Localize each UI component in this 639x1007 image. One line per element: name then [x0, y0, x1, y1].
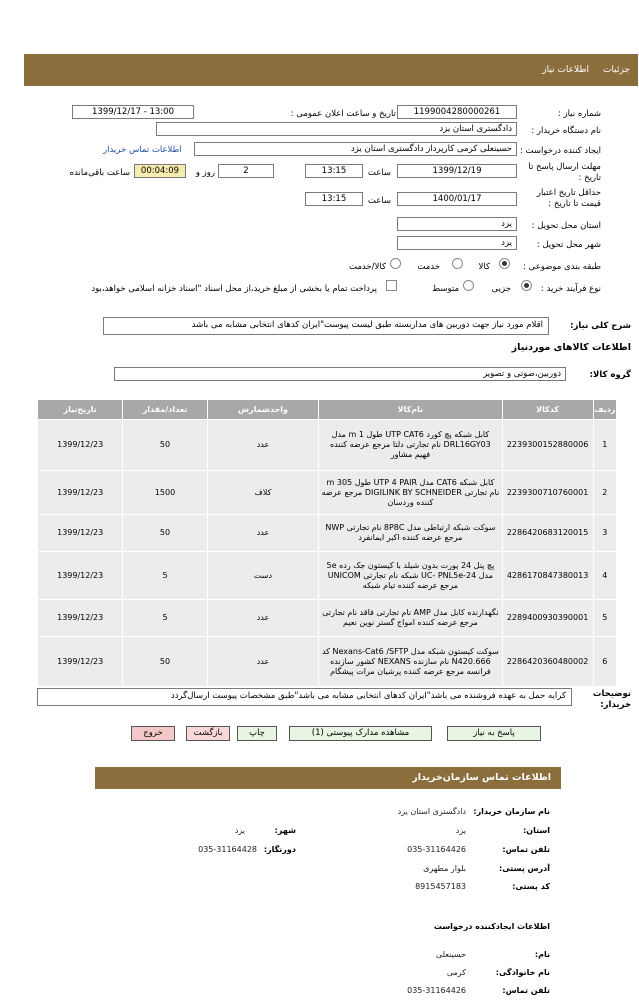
cell-name: سوکت کیستون شبکه مدل Nexans-Cat6 /SFTP کد N420.666 نام سازنده NEXANS کشور سازنده فرانسه مرجع عرضه کننده پرشیان مرات پیشگام [319, 637, 502, 687]
cell-code: 2289400930390001 [502, 600, 593, 637]
goods-group-field: دوربین،صوتی و تصویر [114, 367, 566, 381]
exit-button[interactable]: خروج [131, 726, 175, 741]
items-table [37, 399, 617, 687]
category-goods-service-label: کالا/خدمت [349, 262, 386, 272]
creator-phone-label: تلفن تماس: [502, 986, 550, 995]
table-row [38, 515, 617, 552]
tab-need-info[interactable]: اطلاعات نیاز [542, 65, 590, 75]
buyer-org-label: نام دستگاه خریدار : [531, 126, 601, 136]
contact-city-label: شهر: [274, 826, 296, 835]
cell-index: 4 [593, 552, 616, 600]
cell-name: کابل شبکه پچ کورد UTP CAT6 طول 1 m مدل DRL16GY03 نام تجارتی دلتا مرجع عرضه کننده فهیم مشاور [319, 420, 502, 471]
cell-index: 2 [593, 471, 616, 515]
contact-province-label: استان: [523, 826, 550, 835]
contact-address-label: آدرس پستی: [499, 864, 550, 873]
deadline-time-field: 13:15 [305, 164, 363, 178]
need-number-field: 1199004280000261 [397, 105, 517, 119]
contact-fax-value: 035-31164428 [198, 845, 257, 854]
goods-info-title: اطلاعات کالاهای موردنیاز [511, 342, 631, 353]
buyer-org-field: دادگستری استان یزد [156, 122, 517, 136]
process-medium-radio[interactable] [463, 280, 474, 291]
cell-index: 1 [593, 420, 616, 471]
table-row [38, 637, 617, 687]
cell-name: کابل شبکه CAT6 مدل UTP 4 PAIR طول 305 m نام تجارتی DIGILINK BY SCHNEIDER مرجع عرضه کننده وردسان [319, 471, 502, 515]
contact-phone-value: 035-31164426 [407, 845, 466, 854]
days-field: 2 [218, 164, 274, 178]
remaining-time-field: 00:04:09 [134, 164, 186, 178]
cell-unit: عدد [207, 515, 319, 552]
view-attachments-button[interactable]: مشاهده مدارک پیوستی (1) [289, 726, 432, 741]
cell-unit: عدد [207, 637, 319, 687]
table-row [38, 600, 617, 637]
col-index: ردیف [593, 400, 616, 420]
payment-checkbox[interactable] [386, 280, 397, 291]
cell-date: 1399/12/23 [38, 471, 123, 515]
process-medium-label: متوسط [432, 284, 459, 294]
cell-qty: 5 [123, 552, 207, 600]
cell-code: 2239300710760001 [502, 471, 593, 515]
cell-unit: کلاف [207, 471, 319, 515]
cell-name: نگهدارنده کابل مدل AMP نام تجارتی فاقد نام تجارتی مرجع عرضه کننده امواج گستر نوین نعیم [319, 600, 502, 637]
contact-city-value: یزد [234, 826, 245, 835]
cell-unit: عدد [207, 420, 319, 471]
cell-index: 3 [593, 515, 616, 552]
contact-postal-value: 8915457183 [415, 882, 466, 891]
cell-date: 1399/12/23 [38, 552, 123, 600]
category-goods-service-radio[interactable] [390, 258, 401, 269]
col-qty: تعداد/مقدار [123, 400, 207, 420]
cell-code: 2239300152880006 [502, 420, 593, 471]
city-field: یزد [397, 236, 517, 250]
remaining-time-label: ساعت باقی‌مانده [69, 168, 130, 178]
contact-section-title: اطلاعات تماس سازمان‌خریدار [95, 767, 561, 789]
cell-unit: دست [207, 552, 319, 600]
deadline-date-field: 1399/12/19 [397, 164, 517, 178]
buyer-notes-label: توضیحات خریدار: [592, 689, 631, 711]
creator-family-value: کرمی [446, 968, 466, 977]
col-name: نام‌کالا [319, 400, 502, 420]
table-header-row [38, 400, 617, 420]
goods-group-label: گروه کالا: [589, 370, 631, 380]
cell-qty: 50 [123, 637, 207, 687]
contact-province-value: یزد [455, 826, 466, 835]
cell-code: 4286170847380013 [502, 552, 593, 600]
province-field: یزد [397, 217, 517, 231]
process-label: نوع فرآیند خرید : [540, 284, 601, 294]
cell-index: 5 [593, 600, 616, 637]
process-partial-radio[interactable] [521, 280, 532, 291]
need-number-label: شماره نیاز : [557, 109, 601, 119]
table-row [38, 552, 617, 600]
buyer-contact-link[interactable]: اطلاعات تماس خریدار [103, 145, 182, 155]
reply-button[interactable]: پاسخ به نیاز [447, 726, 541, 741]
contact-postal-label: کد پستی: [512, 882, 550, 891]
back-button[interactable]: بازگشت [186, 726, 230, 741]
creator-info-title: اطلاعات ایجادکننده درخواست [433, 922, 550, 931]
cell-qty: 50 [123, 420, 207, 471]
cell-unit: عدد [207, 600, 319, 637]
category-service-label: خدمت [417, 262, 440, 272]
table-row [38, 471, 617, 515]
cell-date: 1399/12/23 [38, 600, 123, 637]
table-row [38, 420, 617, 471]
buyer-notes-text: کرایه حمل به عهده فروشنده می باشد"ایران کدهای انتخابی مشابه می باشد"طبق مشخصات پیوست ارسال‌گردد [37, 688, 572, 706]
province-label: استان محل تحویل : [531, 221, 601, 231]
announce-field: 1399/12/17 - 13:00 [72, 105, 194, 119]
creator-phone-value: 035-31164426 [407, 986, 466, 995]
col-unit: واحدشمارش [207, 400, 319, 420]
creator-label: ایجاد کننده درخواست : [519, 146, 601, 156]
validity-date-field: 1400/01/17 [397, 192, 517, 206]
cell-qty: 50 [123, 515, 207, 552]
summary-label: شرح کلی نیاز: [570, 321, 631, 331]
category-label: طبقه بندی موضوعی : [523, 262, 601, 272]
col-code: کدکالا [502, 400, 593, 420]
process-partial-label: جزیی [491, 284, 511, 294]
cell-code: 2286420683120015 [502, 515, 593, 552]
cell-date: 1399/12/23 [38, 420, 123, 471]
cell-name: سوکت شبکه ارتباطی مدل 8P8C نام تجارتی NWP مرجع عرضه کننده اکبر ایمانفرد [319, 515, 502, 552]
top-nav-bar [24, 54, 638, 86]
payment-note: پرداخت تمام یا بخشی از مبلغ خرید،از محل اسناد "اسناد خزانه اسلامی خواهد،بود [91, 284, 377, 294]
category-service-radio[interactable] [452, 258, 463, 269]
creator-name-label: نام: [534, 950, 550, 959]
cell-date: 1399/12/23 [38, 637, 123, 687]
col-date: تاریخ‌نیاز [38, 400, 123, 420]
days-label: روز و [195, 168, 215, 178]
deadline-time-label: ساعت [367, 168, 391, 178]
creator-family-label: نام خانوادگی: [495, 968, 550, 977]
validity-time-label: ساعت [367, 196, 391, 206]
contact-phone-label: تلفن تماس: [502, 845, 550, 854]
cell-date: 1399/12/23 [38, 515, 123, 552]
contact-fax-label: دورنگار: [263, 845, 296, 854]
contact-org-value: دادگستری استان یزد [397, 807, 466, 816]
category-goods-label: کالا [478, 262, 490, 272]
contact-address-value: بلوار مطهری [423, 864, 466, 873]
cell-qty: 5 [123, 600, 207, 637]
cell-index: 6 [593, 637, 616, 687]
city-label: شهر محل تحویل : [536, 240, 601, 250]
validity-time-field: 13:15 [305, 192, 363, 206]
cell-name: پچ پنل 24 پورت بدون شیلد با کیستون جک رده 5e مدل UC- PNL5e-24 شبکه نام تجارتی UNICOM مرجع عرضه کننده تیام شبکه [319, 552, 502, 600]
creator-name-value: حسینعلی [435, 950, 466, 959]
creator-field: حسینعلی کرمی کارپرداز دادگستری استان یزد [194, 142, 517, 156]
summary-text: اقلام مورد نیاز جهت دوربین های مداربسته طبق لیست پیوست"ایران کدهای انتخابی مشابه می باشد [103, 317, 549, 335]
validity-label: حداقل تاریخ اعتبار قیمت تا تاریخ : [536, 188, 601, 210]
tab-details[interactable]: جزئیات [603, 65, 630, 75]
announce-label: تاریخ و ساعت اعلان عمومی : [290, 109, 396, 119]
cell-code: 2286420360480002 [502, 637, 593, 687]
print-button[interactable]: چاپ [237, 726, 277, 741]
category-goods-radio[interactable] [499, 258, 510, 269]
deadline-label: مهلت ارسال پاسخ تا تاریخ : [528, 162, 601, 184]
contact-org-label: نام سازمان خریدار: [473, 807, 550, 816]
cell-qty: 1500 [123, 471, 207, 515]
